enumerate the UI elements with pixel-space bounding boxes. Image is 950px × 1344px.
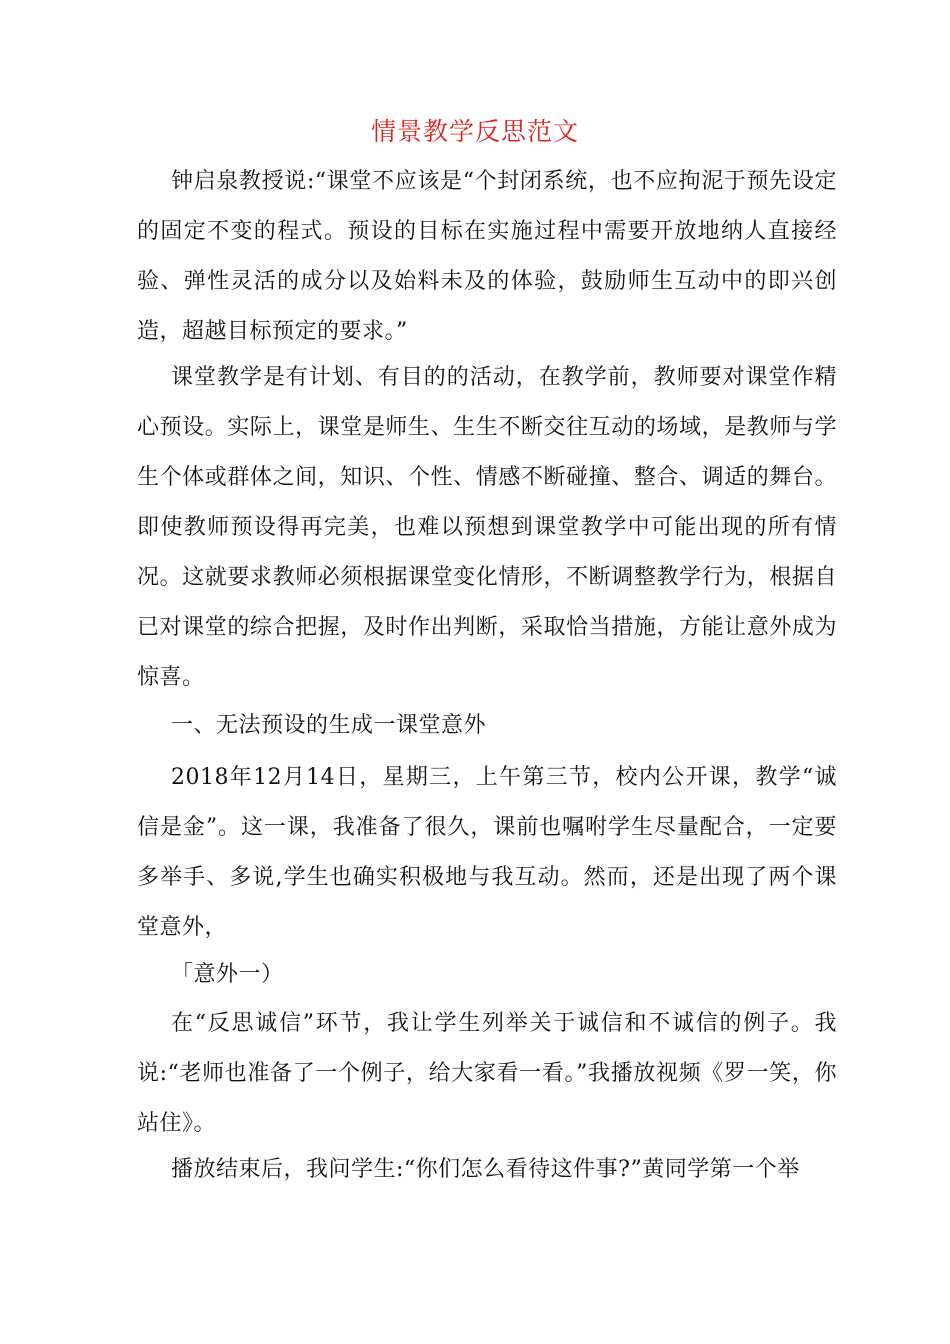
subheading-incident-one: 「意外一） [171,962,284,987]
paragraph-classroom-teaching: 课堂教学是有计划、有目的的活动，在教学前，教师要对课堂作精心预设。实际上，课堂是师生、生生不断交往互动的场域，是教师与学生个体或群体之间，知识、个性、情感不断碰撞、整合、调适的舞台。即使教师预设得再完美，也难以预想到课堂教学中可能出现的所有情况。这就要求教师必须根据课堂变化情形，不断调整教学行为，根据自已对课堂的综合把握，及时作出判断，采取恰当措施，方能让意外成为惊喜。 [137,365,837,690]
section-heading: 一、无法预设的生成一课堂意外 [171,713,487,738]
paragraph-quote: 钟启泉教授说:“课堂不应该是“个封闭系统，也不应拘泥于预先设定的固定不变的程式。预设的目标在实施过程中需要开放地纳人直接经验、弹性灵活的成分以及始料未及的体验，鼓励师生互动中的即兴创造，超越目标预定的要求。” [137,169,837,344]
paragraph-after-video: 播放结束后，我问学生:“你们怎么看待这件事?”黄同学第一个举 [171,1157,800,1182]
document-title: 情景教学反思范文 [370,117,579,146]
paragraph-lesson-date: 2018年12月14日，星期三，上午第三节，校内公开课，教学“诚信是金”。这一课，我准备了很久，课前也嘱咐学生尽量配合，一定要多举手、多说,学生也确实积极地与我互动。然而，还是出现了两个课堂意外， [137,765,837,940]
paragraph-reflection-step: 在“反思诚信”环节，我让学生列举关于诚信和不诚信的例子。我说:“老师也准备了一个例子，给大家看一看。”我播放视频《罗一笑，你站住》。 [137,1011,837,1136]
